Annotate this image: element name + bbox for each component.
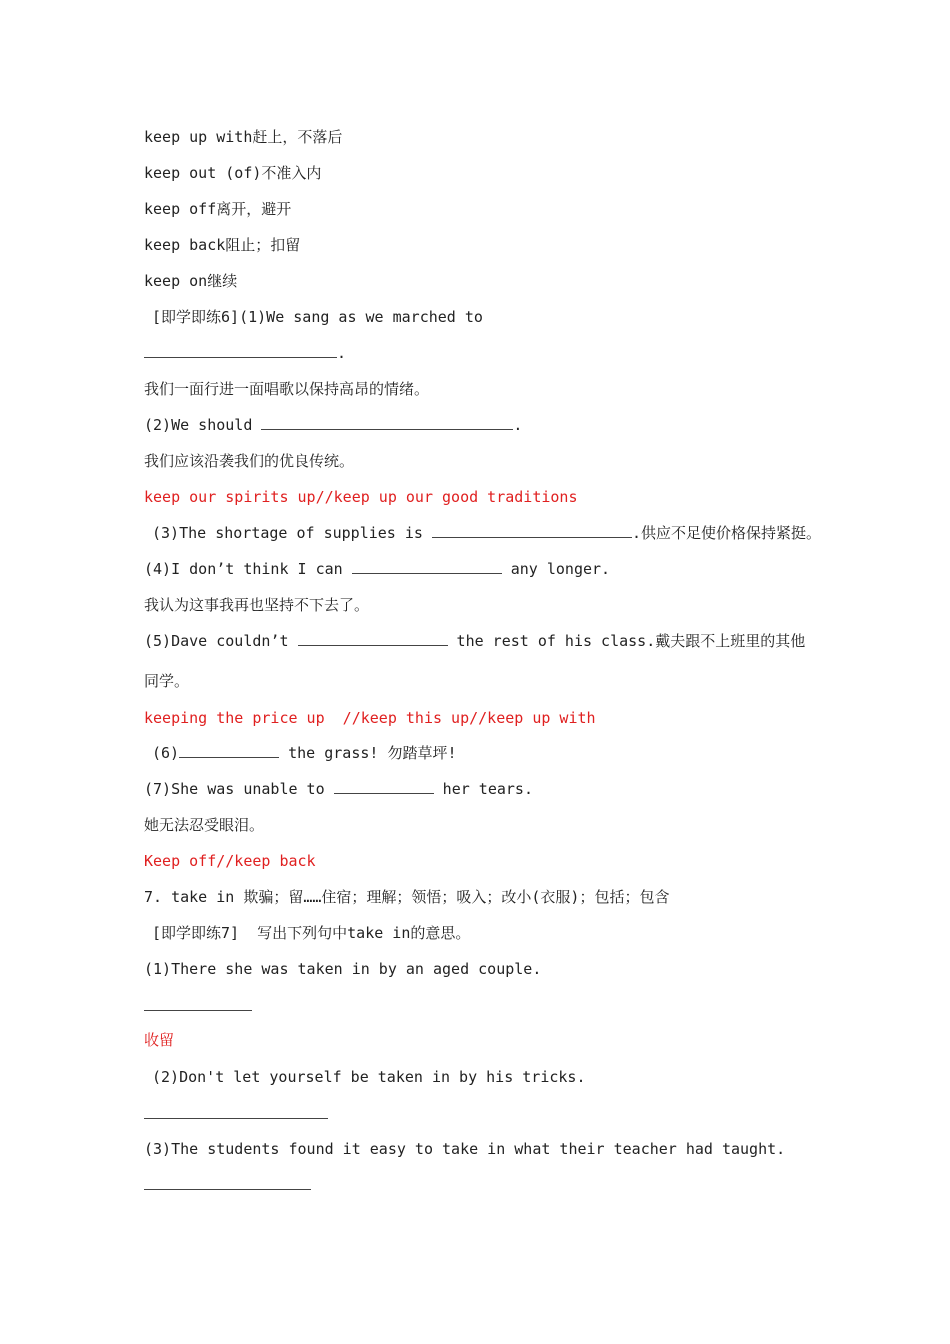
exercise6-q1-translation: 我们一面行进一面唱歌以保持高昂的情绪。 [144, 380, 430, 398]
exercise6-q2 [144, 415, 522, 435]
exercise6-q3 [152, 523, 821, 543]
q7-text: (7)She was unable to [144, 780, 334, 798]
period: . [337, 344, 347, 362]
exercise6-q2-translation: 我们应该沿袭我们的优良传统。 [144, 452, 355, 470]
answer-key-2: keeping the price up //keep this up//keep up with [144, 709, 596, 727]
exercise7-q3-answer-blank[interactable] [144, 1189, 311, 1190]
exercise7-q3: (3)The students found it easy to take in what their teacher had taught. [144, 1140, 786, 1158]
answer-blank[interactable] [144, 343, 337, 358]
q4-text: (4)I don’t think I can [144, 560, 352, 578]
phrase-keep-on: keep on继续 [144, 272, 238, 290]
q5-text-end: the rest of his class.戴夫跟不上班里的其他 [447, 632, 806, 650]
phrase-keep-back: keep back阻止；扣留 [144, 236, 301, 254]
answer-key-1: keep our spirits up//keep up our good traditions [144, 488, 578, 506]
phrase-keep-off: keep off离开，避开 [144, 200, 292, 218]
exercise6-q1-answer-line [144, 343, 346, 363]
section7-take-in: 7. take in 欺骗；留……住宿；理解；领悟；吸入；改小(衣服)；包括；包含 [144, 888, 670, 906]
exercise6-q4 [144, 559, 610, 579]
exercise7-q2-answer-blank[interactable] [144, 1118, 328, 1119]
exercise6-q5-continuation: 同学。 [144, 672, 190, 690]
answer-blank[interactable] [334, 779, 434, 794]
phrase-keep-up-with: keep up with赶上，不落后 [144, 128, 343, 146]
exercise6-q1: [即学即练6](1)We sang as we marched to [152, 308, 483, 326]
exercise7-heading: [即学即练7] 写出下列句中take in的意思。 [152, 924, 471, 942]
answer-blank[interactable] [432, 523, 632, 538]
exercise7-q1-answer-blank[interactable] [144, 1010, 252, 1011]
answer-blank[interactable] [179, 743, 279, 758]
q5-text: (5)Dave couldn’t [144, 632, 298, 650]
exercise7-q1: (1)There she was taken in by an aged couple. [144, 960, 542, 978]
exercise7-q2: (2)Don't let yourself be taken in by his tricks. [152, 1068, 586, 1086]
q7-text-end: her tears. [433, 780, 533, 798]
q3-translation: .供应不足使价格保持紧挺。 [631, 524, 822, 542]
q4-text-end: any longer. [501, 560, 611, 578]
exercise6-q5 [144, 631, 805, 651]
q2-text: (2)We should [144, 416, 262, 434]
exercise6-q4-translation: 我认为这事我再也坚持不下去了。 [144, 596, 370, 614]
phrase-keep-out: keep out (of)不准入内 [144, 164, 322, 182]
period: . [513, 416, 523, 434]
answer-key-3: Keep off//keep back [144, 852, 316, 870]
answer-key-4: 收留 [144, 1031, 175, 1049]
q3-text: (3)The shortage of supplies is [152, 524, 432, 542]
q6-number: (6) [152, 744, 180, 762]
answer-blank[interactable] [261, 415, 513, 430]
exercise6-q7 [144, 779, 533, 799]
q6-text: the grass! 勿踏草坪! [279, 744, 457, 762]
exercise6-q7-translation: 她无法忍受眼泪。 [144, 816, 265, 834]
exercise6-q6 [152, 743, 457, 763]
answer-blank[interactable] [352, 559, 502, 574]
answer-blank[interactable] [298, 631, 448, 646]
